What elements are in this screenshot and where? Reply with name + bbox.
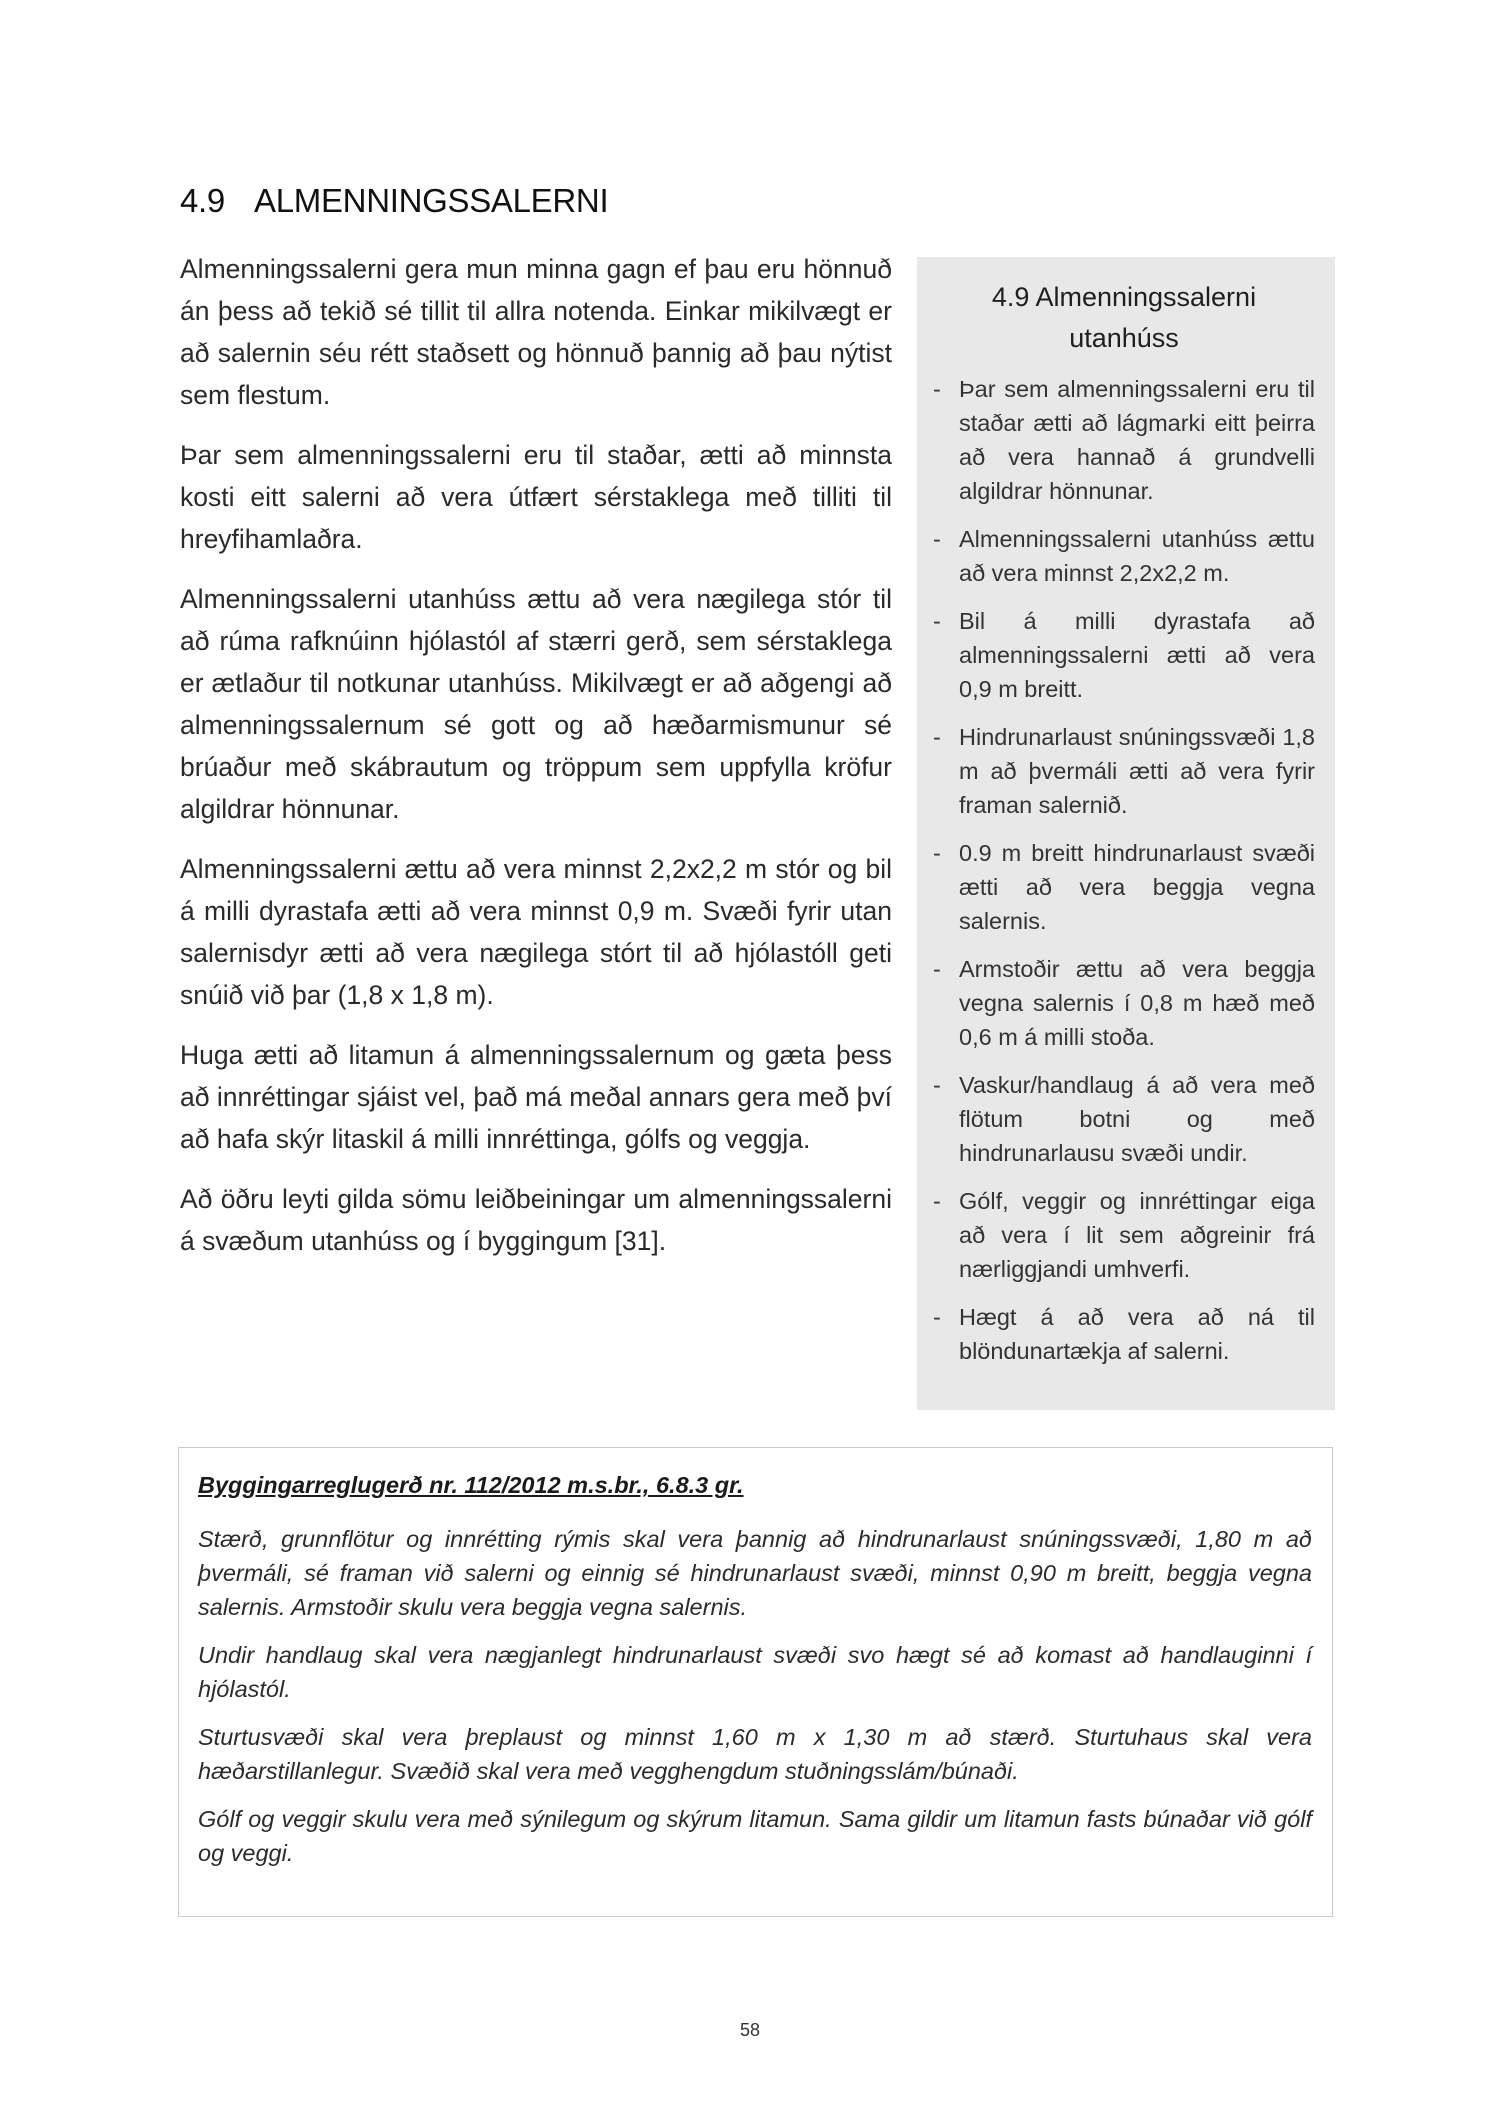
sidebar-item-text: Armstoðir ættu að vera beggja vegna salernis í 0,8 m hæð með 0,6 m á milli stoða. bbox=[959, 956, 1315, 1050]
regulation-paragraph: Stærð, grunnflötur og innrétting rýmis skal vera þannig að hindrunarlaust snúningssvæði, 1,80 m að þvermáli, sé framan við salerni og einnig sé hindrunarlaust svæði, minnst 0,90 m breitt, beggja vegna salernis. Armstoðir skulu vera beggja vegna salernis. bbox=[198, 1526, 1312, 1620]
sidebar-item-text: 0.9 m breitt hindrunarlaust svæði ætti að vera beggja vegna salernis. bbox=[959, 840, 1315, 934]
bullet-dash: - bbox=[933, 526, 941, 552]
body-paragraph: Að öðru leyti gilda sömu leiðbeiningar um almenningssalerni á svæðum utanhúss og í byggingum [31]. bbox=[180, 1184, 892, 1256]
sidebar-item-text: Almenningssalerni utanhúss ættu að vera minnst 2,2x2,2 m. bbox=[959, 526, 1315, 586]
bullet-dash: - bbox=[933, 840, 941, 866]
body-paragraph: Almenningssalerni utanhúss ættu að vera nægilega stór til að rúma rafknúinn hjólastól af stærri gerð, sem sérstaklega er ætlaður til notkunar utanhúss. Mikilvægt er að aðgengi að almenningssalernum sé gott og að hæðarmismunur sé brúaður með skábrautum og tröppum sem uppfylla kröfur algildrar hönnunar. bbox=[180, 584, 892, 824]
sidebar-list bbox=[933, 372, 1315, 1368]
bullet-dash: - bbox=[933, 956, 941, 982]
sidebar-item-text: Bil á milli dyrastafa að almenningssalerni ætti að vera 0,9 m breitt. bbox=[959, 608, 1315, 702]
sidebar-list-item bbox=[933, 522, 1315, 590]
bullet-dash: - bbox=[933, 376, 941, 402]
sidebar-list-item bbox=[933, 720, 1315, 822]
sidebar-item-text: Hægt á að vera að ná til blöndunartækja af salerni. bbox=[959, 1304, 1315, 1364]
sidebar-list-item bbox=[933, 1068, 1315, 1170]
regulation-paragraph: Gólf og veggir skulu vera með sýnilegum og skýrum litamun. Sama gildir um litamun fasts búnaðar við gólf og veggi. bbox=[198, 1806, 1312, 1866]
sidebar-list-item bbox=[933, 372, 1315, 508]
regulation-paragraph: Sturtusvæði skal vera þreplaust og minnst 1,60 m x 1,30 m að stærð. Sturtuhaus skal vera hæðarstillanlegur. Svæðið skal vera með vegghengdum stuðningsslám/búnaði. bbox=[198, 1724, 1312, 1784]
bullet-dash: - bbox=[933, 608, 941, 634]
sidebar-list-item bbox=[933, 604, 1315, 706]
section-title: ALMENNINGSSALERNI bbox=[254, 182, 609, 219]
bullet-dash: - bbox=[933, 724, 941, 750]
sidebar-list-item bbox=[933, 1300, 1315, 1368]
section-heading bbox=[180, 182, 608, 220]
body-paragraph: Þar sem almenningssalerni eru til staðar, ætti að minnsta kosti eitt salerni að vera útfært sérstaklega með tilliti til hreyfihamlaðra. bbox=[180, 440, 892, 554]
sidebar-list-item bbox=[933, 1184, 1315, 1286]
regulation-paragraph: Undir handlaug skal vera nægjanlegt hindrunarlaust svæði svo hægt sé að komast að handlauginni í hjólastól. bbox=[198, 1642, 1312, 1702]
section-number: 4.9 bbox=[180, 182, 225, 219]
sidebar-list-item bbox=[933, 836, 1315, 938]
page-number: 58 bbox=[739, 2020, 761, 2040]
sidebar-title: 4.9 Almenningssalerni utanhúss bbox=[991, 282, 1257, 353]
sidebar-item-text: Vaskur/handlaug á að vera með flötum botni og með hindrunarlausu svæði undir. bbox=[959, 1072, 1315, 1166]
regulation-box bbox=[178, 1447, 1333, 1917]
bullet-dash: - bbox=[933, 1304, 941, 1330]
body-paragraph: Almenningssalerni ættu að vera minnst 2,2x2,2 m stór og bil á milli dyrastafa ætti að vera minnst 0,9 m. Svæði fyrir utan salernisdyr ætti að vera nægilega stórt til að hjólastóll geti snúið við þar (1,8 x 1,8 m). bbox=[180, 854, 892, 1010]
main-text-column bbox=[180, 248, 892, 1280]
body-paragraph: Huga ætti að litamun á almenningssalernum og gæta þess að innréttingar sjáist vel, það má meðal annars gera með því að hafa skýr litaskil á milli innréttinga, gólfs og veggja. bbox=[180, 1040, 892, 1154]
regulation-title: Byggingarreglugerð nr. 112/2012 m.s.br., 6.8.3 gr. bbox=[198, 1472, 744, 1498]
bullet-dash: - bbox=[933, 1072, 941, 1098]
sidebar-item-text: Gólf, veggir og innréttingar eiga að vera í lit sem aðgreinir frá nærliggjandi umhverfi. bbox=[959, 1188, 1315, 1282]
sidebar-item-text: Þar sem almenningssalerni eru til staðar ætti að lágmarki eitt þeirra að vera hannað á grundvelli algildrar hönnunar. bbox=[959, 376, 1315, 504]
bullet-dash: - bbox=[933, 1188, 941, 1214]
sidebar-item-text: Hindrunarlaust snúningssvæði 1,8 m að þvermáli ætti að vera fyrir framan salernið. bbox=[959, 724, 1315, 818]
body-paragraph: Almenningssalerni gera mun minna gagn ef þau eru hönnuð án þess að tekið sé tillit til allra notenda. Einkar mikilvægt er að salernin séu rétt staðsett og hönnuð þannig að þau nýtist sem flestum. bbox=[180, 254, 892, 410]
summary-sidebar bbox=[917, 257, 1335, 1410]
sidebar-list-item bbox=[933, 952, 1315, 1054]
